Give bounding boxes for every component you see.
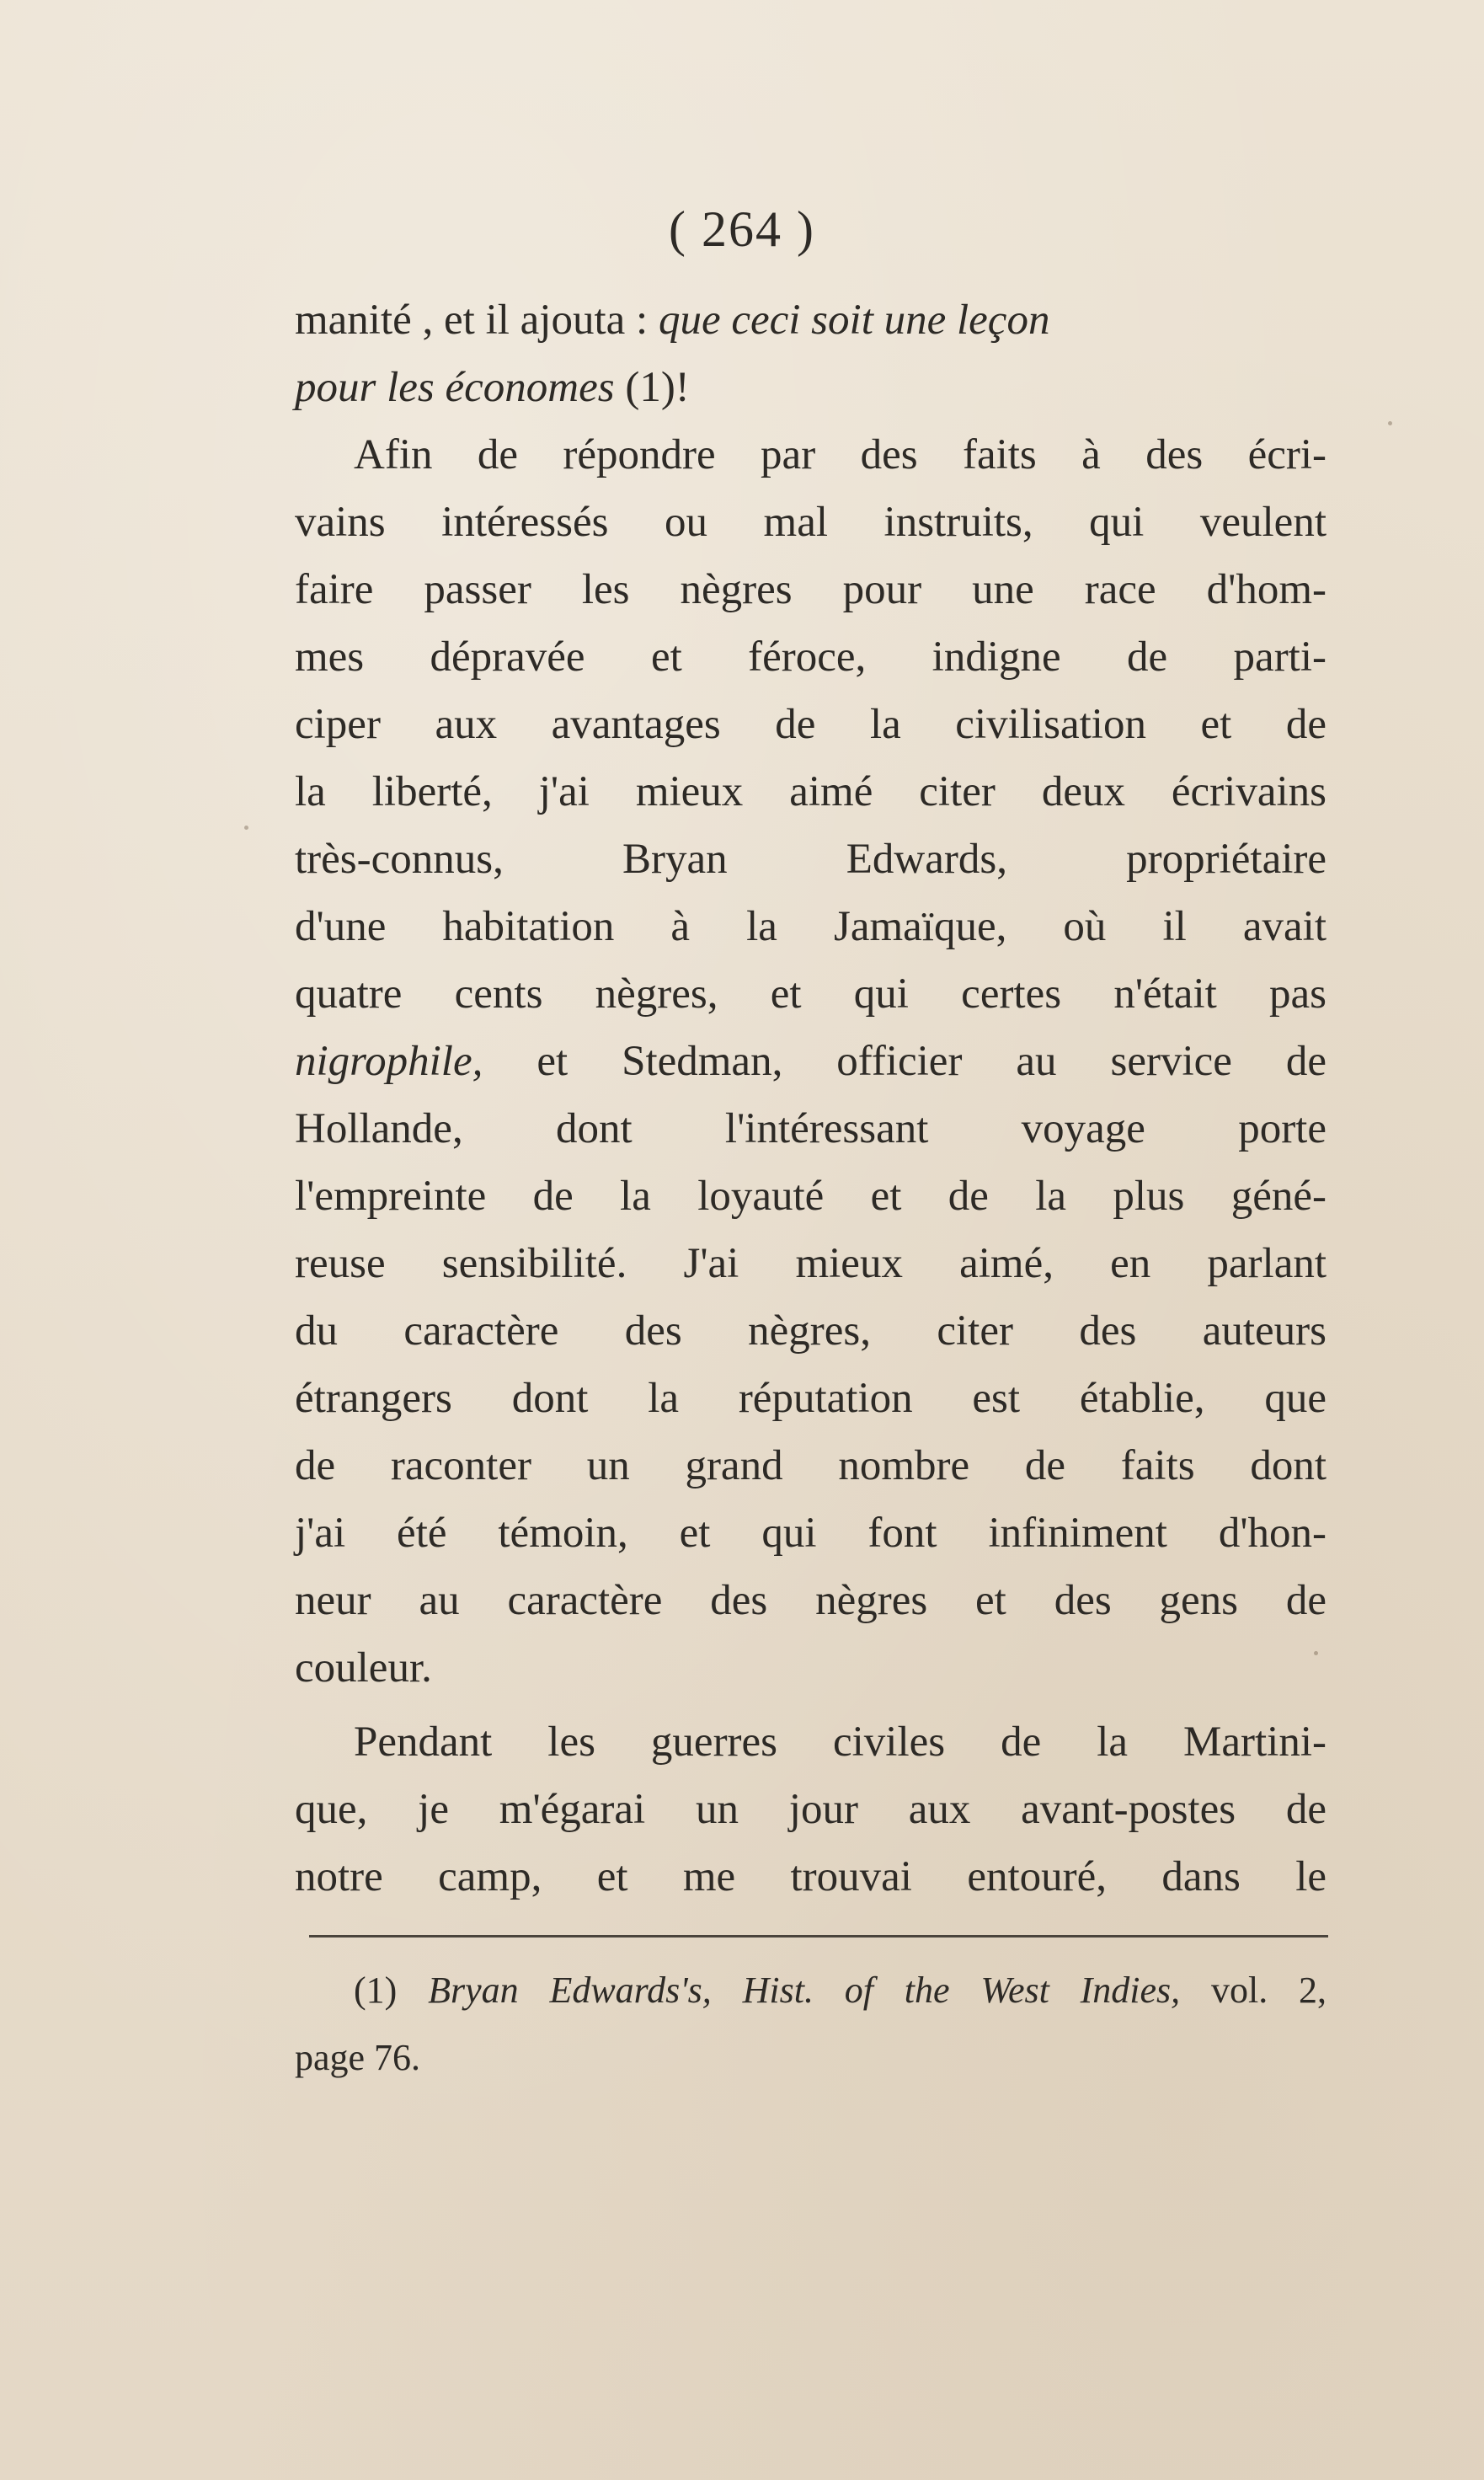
text-line: quatre cents nègres, et qui certes n'était pas [295,970,1327,1018]
text-line: que, je m'égarai un jour aux avant-postes de [295,1786,1327,1833]
text-line: mes dépravée et féroce, indigne de parti- [295,633,1327,681]
text-line: couleur. [295,1644,432,1692]
italic-text: nigrophile, [295,1038,483,1085]
text-line: d'une habitation à la Jamaïque, où il avait [295,903,1327,950]
text-line: manité , et il ajouta : que ceci soit une leçon [295,297,1050,344]
footnote-line: (1) Bryan Edwards's, Hist. of the West Indies, vol. 2, [354,1970,1327,2011]
text-line: Pendant les guerres civiles de la Martini- [354,1718,1327,1766]
text-line: Hollande, dont l'intéressant voyage porte [295,1105,1327,1152]
text-line: ciper aux avantages de la civilisation et de [295,701,1327,748]
text-line: neur au caractère des nègres et des gens de [295,1577,1327,1624]
paper-speck [1388,421,1392,425]
text-line: pour les économes (1)! [295,364,690,411]
italic-text: pour les économes [295,364,615,411]
text-line: du caractère des nègres, citer des auteurs [295,1307,1327,1355]
italic-text: Bryan Edwards's, Hist. of the West Indies, [428,1970,1181,2011]
paper-speck [244,826,248,830]
body-text [295,286,1327,1911]
text-line: nigrophile, et Stedman, officier au service de [295,1038,1327,1085]
footnote-line: page 76. [295,2037,421,2078]
text-line: très-connus, Bryan Edwards, propriétaire [295,836,1327,883]
paragraph-gap [295,1702,1327,1708]
text-line: la liberté, j'ai mieux aimé citer deux écrivains [295,768,1327,815]
text-line: étrangers dont la réputation est établie, que [295,1375,1327,1422]
text-line: vains intéressés ou mal instruits, qui veulent [295,499,1327,546]
text-line: j'ai été témoin, et qui font infiniment d'hon- [295,1510,1327,1557]
footnote-rule [309,1935,1328,1938]
page-number: ( 264 ) [669,201,815,257]
text-line: faire passer les nègres pour une race d'hom- [295,566,1327,613]
italic-text: que ceci soit une leçon [658,297,1050,344]
text-line: de raconter un grand nombre de faits dont [295,1442,1327,1489]
text-line: reuse sensibilité. J'ai mieux aimé, en parlant [295,1240,1327,1287]
text-line: l'empreinte de la loyauté et de la plus géné- [295,1173,1327,1220]
text-line: notre camp, et me trouvai entouré, dans le [295,1853,1327,1900]
text-line: Afin de répondre par des faits à des écri- [354,431,1327,478]
footnote [295,1961,1327,2096]
